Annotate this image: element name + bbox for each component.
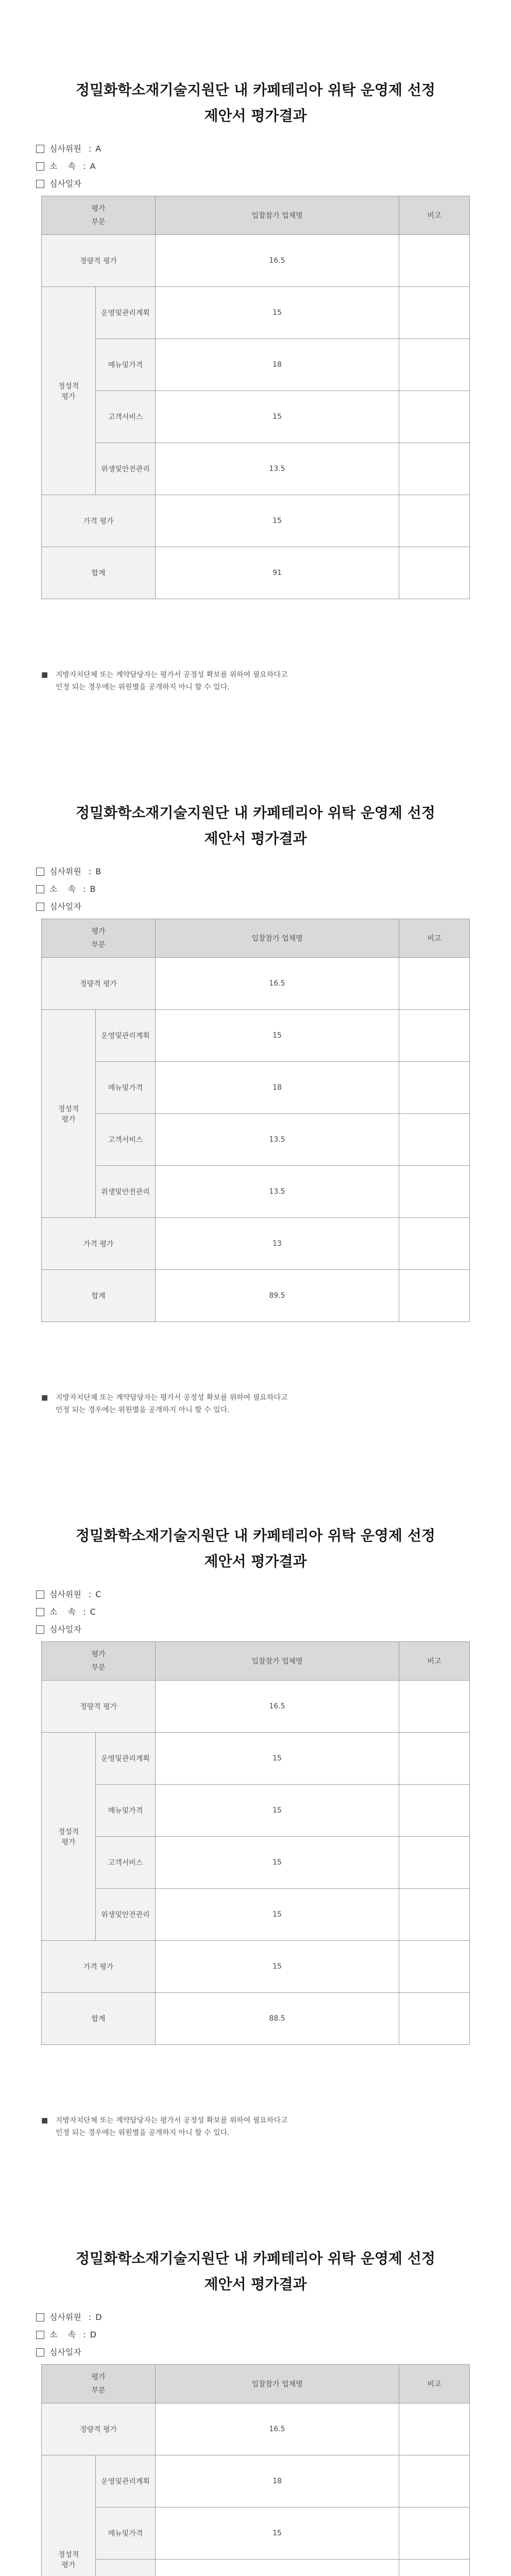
group-label	[42, 287, 96, 495]
header-item-line-1: 평가	[91, 927, 106, 936]
reviewer-label: 심사위원	[49, 1589, 81, 1599]
table-row	[42, 1218, 470, 1270]
score-cell: 18	[156, 1062, 399, 1114]
footnote-line-1: 지방자치단체 또는 계약담당자는 평가서 공정성 확보를 위하여 필요하다고	[56, 671, 288, 679]
colon-separator: :	[83, 884, 86, 894]
reviewer-value: A	[95, 144, 101, 154]
note-cell	[399, 1681, 470, 1733]
affiliation-label: 소 속	[49, 2330, 76, 2340]
colon-separator: :	[88, 2312, 92, 2322]
affiliation-value: A	[90, 161, 96, 171]
score-cell: 16.5	[156, 1681, 399, 1733]
footnote-line-1: 지방자치단체 또는 계약담당자는 평가서 공정성 확보를 위하여 필요하다고	[56, 2116, 288, 2125]
reviewer-row	[36, 863, 101, 880]
score-cell: 16.5	[156, 235, 399, 287]
table-header-row	[42, 919, 470, 958]
group-label	[42, 1733, 96, 1941]
table-row	[42, 1785, 470, 1837]
title-line-1: 정밀화학소재기술지원단 내 카페테리아 위탁 운영제 선정	[76, 804, 435, 821]
group-label-line-1: 정성적	[58, 382, 79, 391]
header-item	[42, 196, 156, 235]
group-label-line-1: 정성적	[58, 1105, 79, 1113]
row-label: 가격 평가	[42, 1941, 156, 1993]
sub-item-label: 고객서비스	[96, 1837, 156, 1889]
bullet-square-icon: ■	[41, 671, 48, 679]
date-row	[36, 175, 101, 193]
reviewer-label: 심사위원	[49, 144, 81, 154]
header-score: 입찰참가 업체명	[156, 919, 399, 958]
note-cell	[399, 1837, 470, 1889]
date-row	[36, 898, 101, 916]
sub-item-label: 운영및관리계획	[96, 1010, 156, 1062]
title-line-1: 정밀화학소재기술지원단 내 카페테리아 위탁 운영제 선정	[76, 1527, 435, 1544]
title-line-2: 제안서 평가결과	[204, 1553, 307, 1570]
title-line-1: 정밀화학소재기술지원단 내 카페테리아 위탁 운영제 선정	[76, 2250, 435, 2267]
evaluation-sheet	[0, 0, 511, 723]
note-cell	[399, 1114, 470, 1166]
title-line-2: 제안서 평가결과	[204, 107, 307, 124]
score-cell: 16.5	[156, 2403, 399, 2455]
bullet-square-icon: ■	[41, 1394, 48, 1402]
total-score-cell: 91	[156, 547, 399, 599]
note-cell	[399, 547, 470, 599]
table-row	[42, 235, 470, 287]
reviewer-info	[36, 1586, 101, 1638]
date-label: 심사일자	[49, 2347, 81, 2357]
group-label-line-2: 평가	[61, 2561, 76, 2569]
note-cell	[399, 2403, 470, 2455]
document-title	[41, 77, 470, 129]
checkbox-icon	[36, 2348, 44, 2357]
sub-item-label: 메뉴및가격	[96, 2507, 156, 2560]
table-row	[42, 1733, 470, 1785]
header-score: 입찰참가 업체명	[156, 2365, 399, 2403]
table-header-row	[42, 196, 470, 235]
evaluation-table	[41, 196, 470, 599]
checkbox-icon	[36, 903, 44, 911]
footnote	[41, 669, 470, 693]
footnote	[41, 2114, 470, 2139]
note-cell	[399, 2507, 470, 2560]
score-cell: 13.5	[156, 443, 399, 495]
colon-separator: :	[88, 144, 92, 154]
footnote	[41, 1392, 470, 1416]
header-item	[42, 919, 156, 958]
row-label: 정량적 평가	[42, 235, 156, 287]
header-item-line-2: 부문	[91, 1664, 106, 1672]
score-cell: 15	[156, 495, 399, 547]
sub-item-label: 메뉴및가격	[96, 1785, 156, 1837]
table-row	[42, 1010, 470, 1062]
table-row	[42, 287, 470, 339]
title-line-1: 정밀화학소재기술지원단 내 카페테리아 위탁 운영제 선정	[76, 81, 435, 98]
evaluation-table	[41, 2364, 470, 2576]
affiliation-value: C	[90, 1607, 96, 1617]
score-cell: 15	[156, 1941, 399, 1993]
reviewer-row	[36, 2309, 102, 2326]
document-title	[41, 1523, 470, 1574]
note-cell	[399, 235, 470, 287]
reviewer-info	[36, 863, 101, 916]
sub-item-label: 고객서비스	[96, 391, 156, 443]
note-cell	[399, 495, 470, 547]
row-label: 합계	[42, 547, 156, 599]
affiliation-value: D	[90, 2330, 96, 2340]
document-title	[41, 800, 470, 852]
evaluation-sheet	[0, 1446, 511, 2168]
score-cell: 15	[156, 2507, 399, 2560]
row-label: 합계	[42, 1993, 156, 2045]
evaluation-sheet	[0, 723, 511, 1446]
note-cell	[399, 1166, 470, 1218]
sub-item-label: 운영및관리계획	[96, 287, 156, 339]
reviewer-info	[36, 140, 101, 193]
affiliation-label: 소 속	[49, 884, 76, 894]
header-item	[42, 2365, 156, 2403]
checkbox-icon	[36, 162, 44, 171]
header-score: 입찰참가 업체명	[156, 196, 399, 235]
colon-separator: :	[83, 2330, 86, 2340]
table-row	[42, 1166, 470, 1218]
date-row	[36, 1621, 101, 1638]
group-label-line-2: 평가	[61, 1115, 76, 1124]
header-item-line-1: 평가	[91, 205, 106, 213]
row-label: 가격 평가	[42, 1218, 156, 1270]
reviewer-value: B	[95, 867, 101, 876]
affiliation-label: 소 속	[49, 161, 76, 171]
score-cell: 13.5	[156, 1114, 399, 1166]
note-cell	[399, 1889, 470, 1941]
sub-item-label: 운영및관리계획	[96, 1733, 156, 1785]
score-cell: 15	[156, 1010, 399, 1062]
score-cell: 16.5	[156, 958, 399, 1010]
note-cell	[399, 2455, 470, 2507]
title-line-2: 제안서 평가결과	[204, 2276, 307, 2293]
score-cell: 15	[156, 1733, 399, 1785]
sub-item-label	[96, 2560, 156, 2576]
note-cell	[399, 339, 470, 391]
colon-separator: :	[83, 161, 86, 171]
score-cell: 13	[156, 1218, 399, 1270]
table-row	[42, 2403, 470, 2455]
sub-item-label: 메뉴및가격	[96, 1062, 156, 1114]
note-cell	[399, 1010, 470, 1062]
reviewer-value: C	[95, 1589, 101, 1599]
note-cell	[399, 443, 470, 495]
checkbox-icon	[36, 885, 44, 893]
note-cell	[399, 1062, 470, 1114]
evaluation-table	[41, 919, 470, 1322]
header-item-line-2: 부문	[91, 218, 106, 226]
title-line-2: 제안서 평가결과	[204, 830, 307, 847]
group-label	[42, 2455, 96, 2576]
score-cell: 18	[156, 2455, 399, 2507]
sub-item-label: 위생및안전관리	[96, 443, 156, 495]
score-cell: 15	[156, 287, 399, 339]
group-label-line-1: 정성적	[58, 2550, 79, 2559]
total-score-cell: 88.5	[156, 1993, 399, 2045]
reviewer-row	[36, 140, 101, 158]
affiliation-label: 소 속	[49, 1607, 76, 1617]
note-cell	[399, 1270, 470, 1322]
table-row	[42, 443, 470, 495]
score-cell	[156, 2560, 399, 2576]
table-row	[42, 1062, 470, 1114]
table-row	[42, 2455, 470, 2507]
table-row	[42, 1114, 470, 1166]
table-row	[42, 2507, 470, 2560]
row-label: 정량적 평가	[42, 1681, 156, 1733]
checkbox-icon	[36, 1590, 44, 1599]
group-label-line-1: 정성적	[58, 1827, 79, 1836]
header-item-line-1: 평가	[91, 2373, 106, 2381]
affiliation-row	[36, 1603, 101, 1621]
row-label: 가격 평가	[42, 495, 156, 547]
date-row	[36, 2344, 102, 2361]
table-row	[42, 2560, 470, 2576]
header-item	[42, 1642, 156, 1681]
row-label: 합계	[42, 1270, 156, 1322]
table-row	[42, 391, 470, 443]
row-label: 정량적 평가	[42, 958, 156, 1010]
total-score-cell: 89.5	[156, 1270, 399, 1322]
colon-separator: :	[88, 1589, 92, 1599]
footnote-line-1: 지방자치단체 또는 계약담당자는 평가서 공정성 확보를 위하여 필요하다고	[56, 1394, 288, 1402]
score-cell: 15	[156, 391, 399, 443]
date-label: 심사일자	[49, 1624, 81, 1634]
reviewer-row	[36, 1586, 101, 1603]
group-label-line-2: 평가	[61, 1838, 76, 1846]
affiliation-value: B	[90, 884, 96, 894]
footnote-line-2: 인정 되는 경우에는 위원별을 공개하지 아니 할 수 있다.	[56, 1406, 230, 1414]
header-note: 비고	[399, 919, 470, 958]
footnote-line-2: 인정 되는 경우에는 위원별을 공개하지 아니 할 수 있다.	[56, 683, 230, 691]
reviewer-value: D	[95, 2312, 102, 2322]
score-cell: 15	[156, 1889, 399, 1941]
header-score: 입찰참가 업체명	[156, 1642, 399, 1681]
header-item-line-2: 부문	[91, 2386, 106, 2395]
score-cell: 15	[156, 1785, 399, 1837]
date-label: 심사일자	[49, 179, 81, 189]
affiliation-row	[36, 880, 101, 898]
header-note: 비고	[399, 196, 470, 235]
header-note: 비고	[399, 2365, 470, 2403]
bullet-square-icon: ■	[41, 2116, 48, 2125]
footnote-line-2: 인정 되는 경우에는 위원별을 공개하지 아니 할 수 있다.	[56, 2129, 230, 2137]
reviewer-label: 심사위원	[49, 867, 81, 876]
sub-item-label: 위생및안전관리	[96, 1889, 156, 1941]
row-label: 정량적 평가	[42, 2403, 156, 2455]
note-cell	[399, 391, 470, 443]
checkbox-icon	[36, 2331, 44, 2339]
table-row	[42, 1993, 470, 2045]
affiliation-row	[36, 2326, 102, 2344]
table-header-row	[42, 2365, 470, 2403]
checkbox-icon	[36, 145, 44, 153]
score-cell: 13.5	[156, 1166, 399, 1218]
reviewer-info	[36, 2309, 102, 2361]
table-row	[42, 1270, 470, 1322]
affiliation-row	[36, 158, 101, 175]
sub-item-label: 위생및안전관리	[96, 1166, 156, 1218]
group-label-line-2: 평가	[61, 392, 76, 401]
note-cell	[399, 287, 470, 339]
header-item-line-2: 부문	[91, 941, 106, 949]
checkbox-icon	[36, 868, 44, 876]
table-row	[42, 339, 470, 391]
sub-item-label: 운영및관리계획	[96, 2455, 156, 2507]
note-cell	[399, 1218, 470, 1270]
date-label: 심사일자	[49, 902, 81, 911]
group-label	[42, 1010, 96, 1218]
evaluation-table	[41, 1641, 470, 2045]
header-item-line-1: 평가	[91, 1650, 106, 1658]
evaluation-sheet	[0, 2168, 511, 2576]
document-title	[41, 2246, 470, 2297]
sub-item-label: 고객서비스	[96, 1114, 156, 1166]
table-row	[42, 1889, 470, 1941]
score-cell: 15	[156, 1837, 399, 1889]
score-cell: 18	[156, 339, 399, 391]
table-row	[42, 958, 470, 1010]
checkbox-icon	[36, 1625, 44, 1634]
checkbox-icon	[36, 2313, 44, 2321]
sub-item-label: 메뉴및가격	[96, 339, 156, 391]
table-row	[42, 495, 470, 547]
table-row	[42, 1837, 470, 1889]
colon-separator: :	[83, 1607, 86, 1617]
reviewer-label: 심사위원	[49, 2312, 81, 2322]
checkbox-icon	[36, 180, 44, 188]
note-cell	[399, 958, 470, 1010]
header-note: 비고	[399, 1642, 470, 1681]
note-cell	[399, 1785, 470, 1837]
colon-separator: :	[88, 867, 92, 876]
table-row	[42, 1681, 470, 1733]
note-cell	[399, 2560, 470, 2576]
checkbox-icon	[36, 1608, 44, 1616]
table-row	[42, 547, 470, 599]
table-header-row	[42, 1642, 470, 1681]
note-cell	[399, 1733, 470, 1785]
note-cell	[399, 1993, 470, 2045]
table-row	[42, 1941, 470, 1993]
note-cell	[399, 1941, 470, 1993]
